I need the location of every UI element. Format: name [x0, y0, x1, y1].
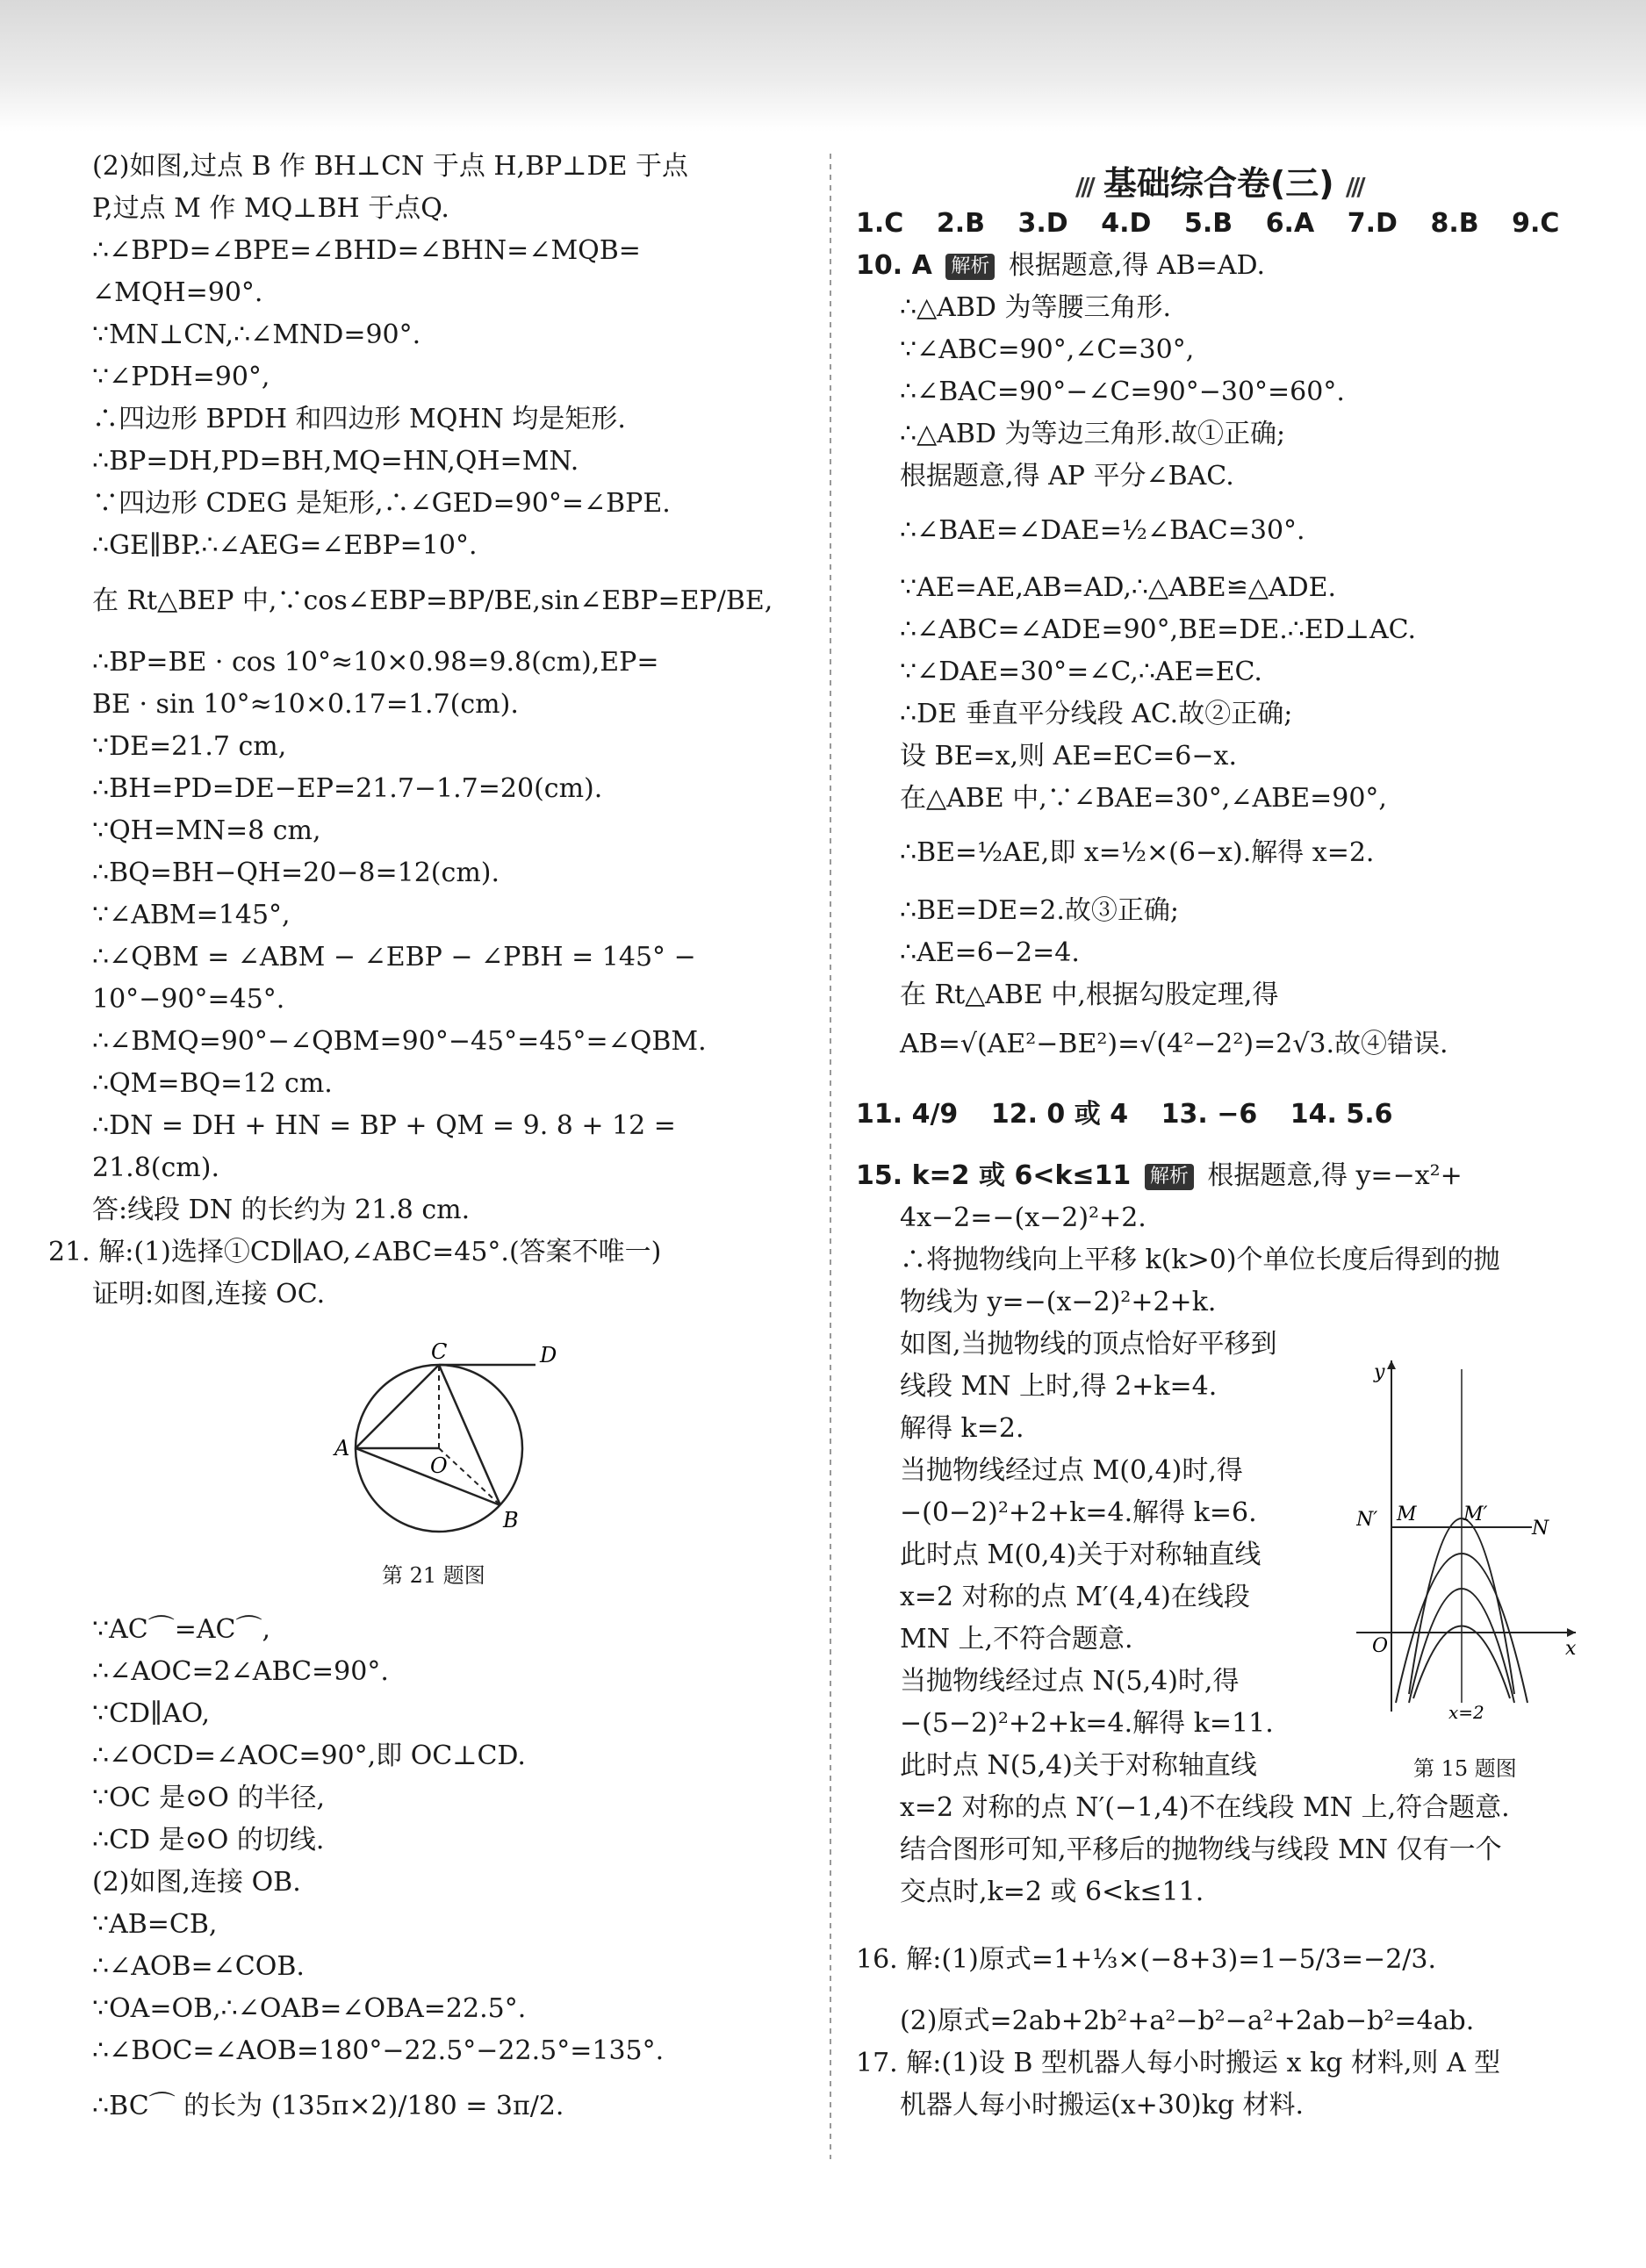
text-line: AB=√(AE²−BE²)=√(4²−2²)=2√3.故④错误. [900, 1029, 1448, 1059]
text-line: ∵OA=OB,∴∠OAB=∠OBA=22.5°. [92, 1993, 527, 2024]
text-line: 交点时,k=2 或 6<k≤11. [900, 1877, 1204, 1907]
text-line: 当抛物线经过点 M(0,4)时,得 [900, 1455, 1243, 1486]
title-deco-left: /// [1075, 172, 1092, 201]
answer-13: 13. −6 [1161, 1099, 1258, 1130]
text-line: ∴DN = DH + HN = BP + QM = 9. 8 + 12 = [92, 1110, 676, 1141]
q17-line-1: 17. 解:(1)设 B 型机器人每小时搬运 x kg 材料,则 A 型 [856, 2048, 1501, 2078]
text-line: BE · sin 10°≈10×0.17=1.7(cm). [92, 689, 519, 720]
answer-2: 2.B [936, 208, 985, 239]
text-line: ∴四边形 BPDH 和四边形 MQHN 均是矩形. [92, 404, 626, 434]
answer-11: 11. 4/9 [856, 1099, 959, 1130]
section-title-text: 基础综合卷(三) [1103, 164, 1334, 203]
text-line: ∴∠OCD=∠AOC=90°,即 OC⊥CD. [92, 1740, 526, 1771]
text-line: ∴∠BPD=∠BPE=∠BHD=∠BHN=∠MQB= [92, 235, 641, 266]
answer-3: 3.D [1017, 208, 1068, 239]
text-line: (2)如图,过点 B 作 BH⊥CN 于点 H,BP⊥DE 于点 [92, 151, 689, 182]
text-line: ∵DE=21.7 cm, [92, 731, 287, 762]
text-line: ∴∠AOC=2∠ABC=90°. [92, 1656, 389, 1687]
answer-8: 8.B [1430, 208, 1479, 239]
text-line: 结合图形可知,平移后的抛物线与线段 MN 仅有一个 [900, 1834, 1502, 1865]
text-line: ∴将抛物线向上平移 k(k>0)个单位长度后得到的抛 [900, 1245, 1500, 1275]
figure-21-caption: 第 21 题图 [382, 1563, 485, 1588]
answer-6: 6.A [1265, 208, 1315, 239]
label-m: M [1397, 1504, 1417, 1525]
label-x: x [1565, 1638, 1577, 1660]
text-line: ∠MQH=90°. [92, 277, 263, 308]
text-line: ∵∠PDH=90°, [92, 362, 270, 392]
text-line: 线段 MN 上时,得 2+k=4. [900, 1371, 1218, 1402]
q10-line-1: 根据题意,得 AB=AD. [1008, 250, 1266, 281]
answer-9: 9.C [1512, 208, 1560, 239]
text-line: 4x−2=−(x−2)²+2. [900, 1202, 1146, 1233]
label-x2: x=2 [1448, 1702, 1484, 1720]
analysis-tag-15: 解析 [1145, 1164, 1194, 1190]
text-line: x=2 对称的点 M′(4,4)在线段 [900, 1582, 1250, 1612]
header-band [0, 0, 1646, 132]
text-line: 如图,当抛物线的顶点恰好平移到 [900, 1329, 1277, 1360]
text-line: P,过点 M 作 MQ⊥BH 于点Q. [92, 193, 449, 224]
text-line: ∴BE=½AE,即 x=½×(6−x).解得 x=2. [900, 837, 1375, 868]
text-line: 物线为 y=−(x−2)²+2+k. [900, 1287, 1217, 1317]
text-line: 在△ABE 中,∵∠BAE=30°,∠ABE=90°, [900, 783, 1387, 814]
text-line: 证明:如图,连接 OC. [92, 1279, 326, 1310]
section-title [1075, 156, 1362, 205]
text-line: −(5−2)²+2+k=4.解得 k=11. [900, 1708, 1274, 1739]
label-y: y [1374, 1361, 1385, 1383]
answer-12: 12. 0 或 4 [990, 1099, 1129, 1130]
text-line: ∴BP=BE · cos 10°≈10×0.98=9.8(cm),EP= [92, 647, 659, 678]
label-d: D [540, 1343, 557, 1367]
label-o: O [430, 1453, 448, 1478]
text-line: 10°−90°=45°. [92, 984, 285, 1015]
text-line: ∴DE 垂直平分线段 AC.故②正确; [900, 699, 1293, 729]
text-line: ∵CD∥AO, [92, 1698, 210, 1729]
text-line: x=2 对称的点 N′(−1,4)不在线段 MN 上,符合题意. [900, 1792, 1510, 1823]
column-divider [830, 154, 831, 2159]
text-line: 21.8(cm). [92, 1152, 219, 1183]
text-line: ∴∠BAE=∠DAE=½∠BAC=30°. [900, 515, 1305, 546]
text-line: ∴∠ABC=∠ADE=90°,BE=DE.∴ED⊥AC. [900, 614, 1417, 645]
text-line: ∴BH=PD=DE−EP=21.7−1.7=20(cm). [92, 773, 603, 804]
text-line: ∵OC 是⊙O 的半径, [92, 1783, 325, 1813]
title-deco-right: /// [1345, 172, 1362, 201]
text-line: ∵AC⌒=AC⌒, [92, 1614, 270, 1645]
axis-x-arrow [1567, 1628, 1576, 1637]
text-line: ∴BQ=BH−QH=20−8=12(cm). [92, 858, 500, 888]
label-n-prime: N′ [1356, 1509, 1378, 1531]
answers-row [856, 206, 1584, 241]
text-line: 答:线段 DN 的长约为 21.8 cm. [92, 1195, 471, 1225]
answer-14: 14. 5.6 [1290, 1099, 1393, 1130]
text-line: 根据题意,得 AP 平分∠BAC. [900, 461, 1234, 492]
segment-ac [356, 1365, 439, 1448]
q15-line-1: 根据题意,得 y=−x²+ [1207, 1160, 1463, 1191]
text-line: ∴GE∥BP.∴∠AEG=∠EBP=10°. [92, 530, 478, 561]
text-line: 此时点 M(0,4)关于对称轴直线 [900, 1540, 1261, 1570]
label-o: O [1372, 1635, 1389, 1657]
label-c: C [431, 1343, 448, 1364]
q16-line-2: (2)原式=2ab+2b²+a²−b²−a²+2ab−b²=4ab. [900, 2006, 1475, 2036]
text-line: ∴QM=BQ=12 cm. [92, 1068, 333, 1099]
q17-line-2: 机器人每小时搬运(x+30)kg 材料. [900, 2090, 1305, 2121]
answer-4: 4.D [1101, 208, 1152, 239]
q15-header [856, 1159, 1463, 1194]
label-b: B [503, 1508, 519, 1532]
text-line: ∵AE=AE,AB=AD,∴△ABE≌△ADE. [900, 572, 1337, 603]
q16-line-1: 16. 解:(1)原式=1+⅓×(−8+3)=1−5/3=−2/3. [856, 1944, 1437, 1975]
label-a: A [334, 1436, 350, 1461]
answer-5: 5.B [1184, 208, 1233, 239]
text-line: ∵∠ABM=145°, [92, 900, 291, 930]
segment-ob [439, 1448, 500, 1505]
text-line: ∵QH=MN=8 cm, [92, 815, 321, 846]
q10-answer: 10. A [856, 250, 932, 281]
text-line: ∵AB=CB, [92, 1909, 218, 1940]
answer-1: 1.C [856, 208, 904, 239]
question-21-line: 21. 解:(1)选择①CD∥AO,∠ABC=45°.(答案不唯一) [48, 1237, 662, 1267]
analysis-tag: 解析 [945, 254, 995, 280]
text-line: −(0−2)²+2+k=4.解得 k=6. [900, 1497, 1257, 1528]
text-line: ∵MN⊥CN,∴∠MND=90°. [92, 319, 421, 350]
text-line: 在 Rt△BEP 中,∵cos∠EBP=BP/BE,sin∠EBP=EP/BE, [92, 585, 773, 616]
text-line: ∵四边形 CDEG 是矩形,∴∠GED=90°=∠BPE. [92, 488, 671, 519]
figure-15-caption: 第 15 题图 [1413, 1756, 1517, 1781]
label-n: N [1532, 1518, 1549, 1540]
text-line: ∴BP=DH,PD=BH,MQ=HN,QH=MN. [92, 446, 579, 477]
axis-y-arrow [1387, 1360, 1396, 1369]
text-line: 在 Rt△ABE 中,根据勾股定理,得 [900, 980, 1279, 1010]
text-line: MN 上,不符合题意. [900, 1624, 1133, 1654]
text-line: ∵∠ABC=90°,∠C=30°, [900, 334, 1195, 365]
text-line: ∴∠BMQ=90°−∠QBM=90°−45°=45°=∠QBM. [92, 1026, 707, 1057]
text-line: ∴∠BOC=∠AOB=180°−22.5°−22.5°=135°. [92, 2035, 665, 2066]
text-line: 当抛物线经过点 N(5,4)时,得 [900, 1666, 1240, 1697]
text-line: ∴BC⌒ 的长为 (135π×2)/180 = 3π/2. [92, 2091, 564, 2121]
text-line: ∴△ABD 为等边三角形.故①正确; [900, 419, 1286, 449]
figure-21-circle [320, 1343, 601, 1589]
answer-7: 7.D [1347, 208, 1398, 239]
text-line: ∴∠AOB=∠COB. [92, 1951, 305, 1982]
text-line: 解得 k=2. [900, 1413, 1024, 1444]
text-line: (2)如图,连接 OB. [92, 1867, 301, 1898]
text-line: ∴AE=6−2=4. [900, 937, 1080, 968]
q10-header [856, 248, 1265, 284]
answers-11-14 [856, 1097, 1418, 1132]
q15-answer: 15. k=2 或 6<k≤11 [856, 1160, 1132, 1191]
text-line: ∴CD 是⊙O 的切线. [92, 1825, 325, 1855]
text-line: ∴BE=DE=2.故③正确; [900, 895, 1179, 926]
text-line: ∴△ABD 为等腰三角形. [900, 292, 1171, 323]
label-m-prime: M′ [1463, 1504, 1488, 1525]
text-line: ∵∠DAE=30°=∠C,∴AE=EC. [900, 657, 1262, 687]
text-line: ∴∠BAC=90°−∠C=90°−30°=60°. [900, 377, 1345, 407]
figure-15-parabolas [1356, 1352, 1585, 1720]
text-line: 设 BE=x,则 AE=EC=6−x. [900, 741, 1237, 772]
text-line: 此时点 N(5,4)关于对称轴直线 [900, 1750, 1257, 1781]
text-line: ∴∠QBM = ∠ABM − ∠EBP − ∠PBH = 145° − [92, 942, 696, 973]
